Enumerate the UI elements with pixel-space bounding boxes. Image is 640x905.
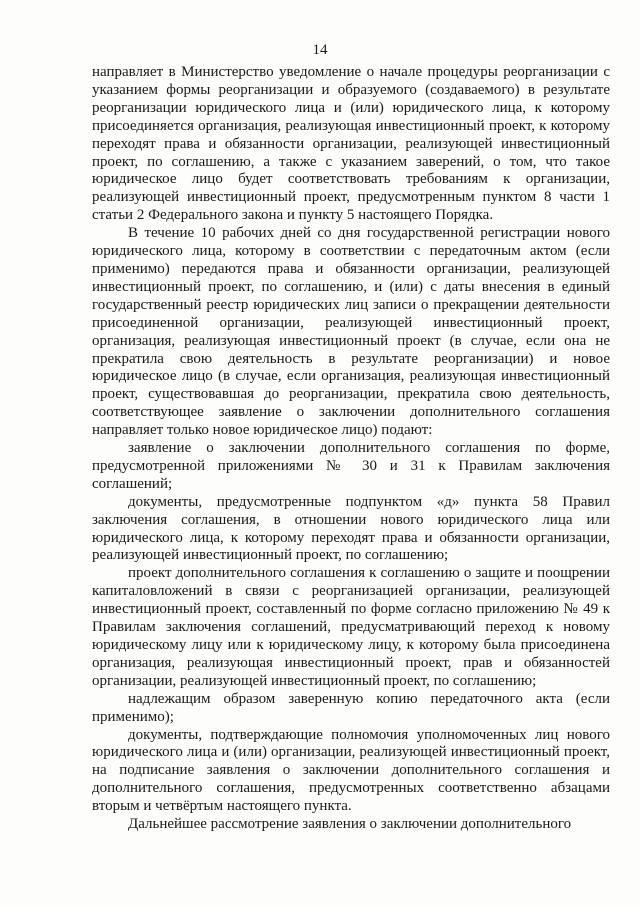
paragraph-documents: документы, предусмотренные подпунктом «д» пункта 58 Правил заключения соглашения, в отношении нового юридического лица или юридического лица, к которому переходят права и обязанности организации, реализующей инвестиционный проект, по соглашению;	[92, 493, 610, 564]
paragraph-authority-documents: документы, подтверждающие полномочия уполномоченных лиц нового юридического лица и (или) организации, реализующей инвестиционный проект, на подписание заявления о заключении дополнительного соглашения и дополнительного соглашения, предусмотренных соответственно абзацами вторым и четвёртым настоящего пункта.	[92, 726, 610, 815]
paragraph-transfer-act-copy: надлежащим образом заверенную копию передаточного акта (если применимо);	[92, 690, 610, 725]
paragraph-ten-days: В течение 10 рабочих дней со дня государственной регистрации нового юридического лица, которому в соответствии с передаточным актом (если применимо) передаются права и обязанности организации, реализующей инвестиционный проект, по соглашению, и (или) с даты внесения в единый государственный реестр юридических лиц записи о прекращении деятельности присоединенной организации, реализующей инвестиционный проект, организация, реализующая инвестиционный проект (в случае, если она не прекратила свою деятельность в результате реорганизации) и новое юридическое лицо (в случае, если организация, реализующая инвестиционный проект, существовавшая до реорганизации, прекратила свою деятельность, соответствующее заявление о заключении дополнительного соглашения направляет только новое юридическое лицо) подают:	[92, 225, 610, 439]
document-body	[92, 64, 610, 834]
paragraph-application: заявление о заключении дополнительного соглашения по форме, предусмотренной приложениями № 30 и 31 к Правилам заключения соглашений;	[92, 440, 610, 492]
paragraph-draft-agreement: проект дополнительного соглашения к соглашению о защите и поощрении капиталовложений в связи с реорганизацией организации, реализующей инвестиционный проект, составленный по форме согласно приложению № 49 к Правилам заключения соглашений, предусматривающий переход к новому юридическому лицу или к юридическому лицу, к которому была присоединена организация, реализующая инвестиционный проект, прав и обязанностей организации, реализующей инвестиционный проект, по соглашению;	[92, 565, 610, 689]
paragraph-further-review: Дальнейшее рассмотрение заявления о заключении дополнительного	[128, 816, 572, 833]
page-number: 14	[312, 42, 328, 58]
paragraph-notification: направляет в Министерство уведомление о начале процедуры реорганизации с указанием формы реорганизации и образуемого (создаваемого) в результате реорганизации юридического лица и (или) юридического лица, к которому присоединяется организация, реализующая инвестиционный проект, к которому переходят права и обязанности организации, реализующей инвестиционный проект, по соглашению, а также с указанием заверений, о том, что такое юридическое лицо будет соответствовать требованиям к организации, реализующей инвестиционный проект, предусмотренным пунктом 8 части 1 статьи 2 Федерального закона и пункту 5 настоящего Порядка.	[92, 64, 610, 224]
